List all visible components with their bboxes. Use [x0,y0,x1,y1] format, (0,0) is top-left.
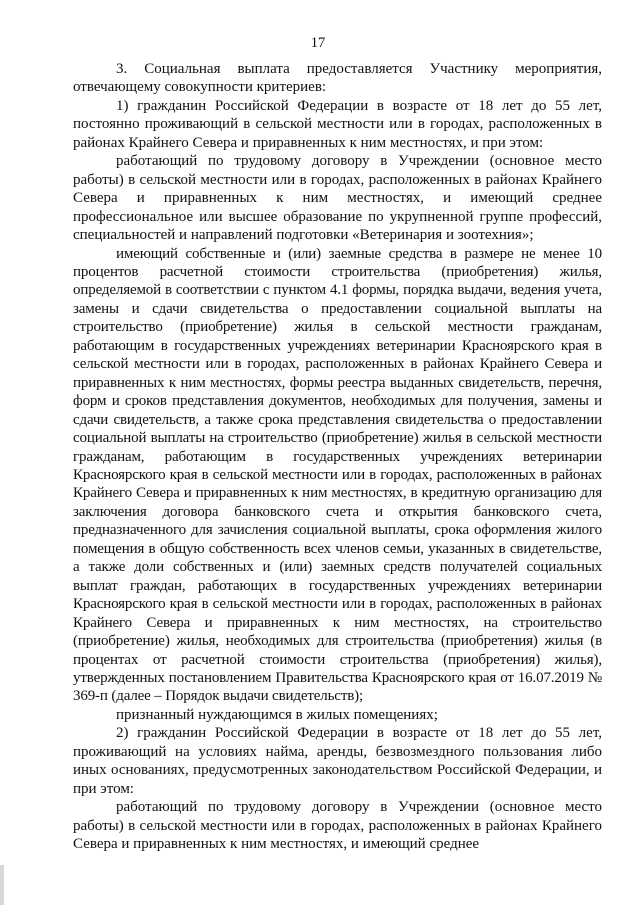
paragraph-criteria-intro: 3. Социальная выплата предоставляется Участнику мероприятия, отвечающему совокупности критериев: [73,61,602,96]
paragraph-item-1: 1) гражданин Российской Федерации в возрасте от 18 лет до 55 лет, постоянно проживающий в сельской местности или в городах, расположенных в районах Крайнего Севера и приравненных к ним местностях, и при этом: [73,97,602,151]
paragraph-funds-condition: имеющий собственные и (или) заемные средства в размере не менее 10 процентов расчетной стоимости строительства (приобретения) жилья, определяемой в соответствии с пунктом 4.1 формы, порядка выдачи, ведения учета, замены и сдачи свидетельства о предоставлении социальной выплаты на строительство (приобретение) жилья в сельской местности гражданам, работающим в государственных учреждениях ветеринарии Красноярского края в сельской местности или в городах, расположенных в районах Крайнего Севера и приравненных к ним местностях, формы реестра выданных свидетельств, перечня, форм и сроков представления документов, необходимых для получения, замены и сдачи свидетельств, а также срока представления свидетельства о предоставлении социальной выплаты на строительство (приобретение) жилья в сельской местности гражданам, работающим в государственных учреждениях ветеринарии Красноярского края в сельской местности или в городах, расположенных в районах Крайнего Севера и приравненных к ним местностях, в кредитную организацию для заключения договора банковского счета и открытия банковского счета, предназначенного для зачисления социальной выплаты, срока оформления жилого помещения в общую собственность всех членов семьи, указанных в свидетельстве, а также доли собственных и (или) заемных средств получателей социальных выплат граждан, работающих в государственных учреждениях ветеринарии Красноярского края в сельской местности или в городах, расположенных в районах Крайнего Севера и приравненных к ним местностях, на строительство (приобретение) жилья, необходимых для строительства (приобретения) жилья (в процентах от расчетной стоимости строительства (приобретения) жилья), утвержденных постановлением Правительства Красноярского края от 16.07.2019 № 369-п (далее – Порядок выдачи свидетельств); [73,245,602,705]
paragraph-item-2: 2) гражданин Российской Федерации в возрасте от 18 лет до 55 лет, проживающий на условиях найма, аренды, безвозмездного пользования либо иных основаниях, предусмотренных законодательством Российской Федерации, и при этом: [73,725,602,797]
page-number: 17 [310,35,326,51]
scan-edge-mark [0,865,4,905]
document-body [73,60,602,853]
paragraph-employment-condition: работающий по трудовому договору в Учреждении (основное место работы) в сельской местности или в городах, расположенных в районах Крайнего Севера и приравненных к ним местностях, и имеющий среднее профессиональное или высшее образование по укрупненной группе профессий, специальностей и направлений подготовки «Ветеринария и зоотехния»; [73,153,602,244]
paragraph-employment-condition-2: работающий по трудовому договору в Учреждении (основное место работы) в сельской местности или в городах, расположенных в районах Крайнего Севера и приравненных к ним местностях, и имеющий среднее [73,799,602,853]
paragraph-housing-need: признанный нуждающимся в жилых помещениях; [116,706,438,723]
